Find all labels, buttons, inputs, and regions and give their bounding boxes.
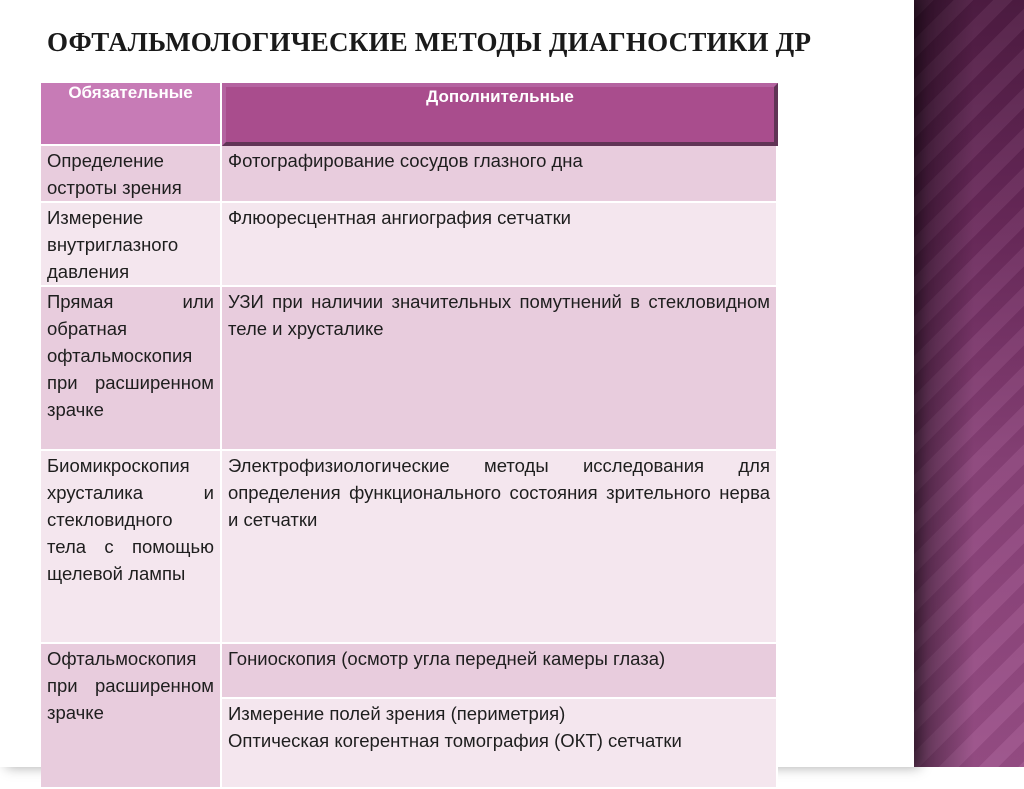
additional-line: Оптическая когерентная томография (ОКТ) сетчатки [228, 730, 682, 751]
additional-cell: Флюоресцентная ангиография сетчатки [222, 203, 778, 287]
table-row [41, 146, 778, 203]
decorative-side-panel [914, 0, 1024, 767]
mandatory-cell: Измерение внутриглазного давления [41, 203, 222, 287]
table-row [41, 451, 778, 644]
additional-cell [222, 699, 778, 789]
table-row [41, 287, 778, 451]
mandatory-cell: Офтальмоскопия при расширенном зрачке [41, 644, 222, 789]
table-header-row [41, 83, 778, 146]
table-row [41, 644, 778, 699]
header-mandatory: Обязательные [41, 83, 222, 146]
mandatory-cell: Определение остроты зрения [41, 146, 222, 203]
mandatory-cell: Прямая или обратная офтальмоскопия при расширенном зрачке [41, 287, 222, 451]
additional-cell: УЗИ при наличии значительных помутнений в стекловидном теле и хрусталике [222, 287, 778, 451]
header-additional: Дополнительные [222, 83, 778, 146]
mandatory-cell: Биомикроскопия хрусталика и стекловидного тела с помощью щелевой лампы [41, 451, 222, 644]
diagnostics-table [41, 83, 778, 789]
additional-cell: Фотографирование сосудов глазного дна [222, 146, 778, 203]
slide-title: ОФТАЛЬМОЛОГИЧЕСКИЕ МЕТОДЫ ДИАГНОСТИКИ ДР [47, 27, 812, 57]
additional-cell: Гониоскопия (осмотр угла передней камеры глаза) [222, 644, 778, 699]
additional-cell: Электрофизиологические методы исследования для определения функционального состояния зрительного нерва и сетчатки [222, 451, 778, 644]
additional-line: Измерение полей зрения (периметрия) [228, 703, 566, 724]
table-row [41, 203, 778, 287]
